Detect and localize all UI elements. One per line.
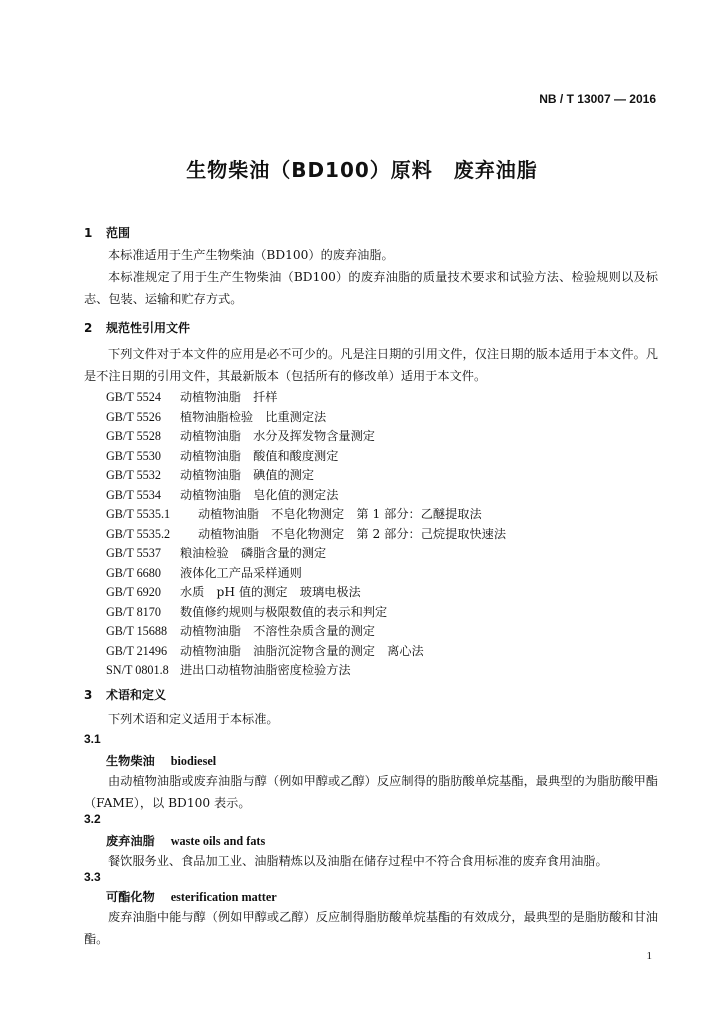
reference-item: [106, 603, 387, 620]
section-1-paragraph-2: 本标准规定了用于生产生物柴油（BD100）的废弃油脂的质量技术要求和试验方法、检验规则以及标志、包装、运输和贮存方式。: [84, 270, 658, 306]
section-title: 术语和定义: [106, 688, 167, 702]
section-3-intro: 下列术语和定义适用于本标准。: [108, 712, 279, 726]
term-zh: 废弃油脂: [106, 834, 155, 848]
reference-title: 水质 pH 值的测定 玻璃电极法: [180, 585, 361, 599]
reference-code: GB/T 5526: [106, 409, 161, 424]
section-3-heading: [84, 686, 166, 703]
section-number: 2: [84, 321, 93, 335]
reference-item: [106, 486, 338, 503]
term-definition: 餐饮服务业、食品加工业、油脂精炼以及油脂在储存过程中不符合食用标准的废弃食用油脂。: [108, 854, 608, 868]
term-number: 3.3: [84, 870, 101, 884]
section-1-paragraph-1: 本标准适用于生产生物柴油（BD100）的废弃油脂。: [108, 248, 394, 262]
reference-item: [106, 622, 375, 639]
reference-title: 动植物油脂 油脂沉淀物含量的测定 离心法: [180, 643, 424, 658]
reference-item: [106, 642, 424, 659]
term-heading: [106, 888, 277, 905]
reference-title: 动植物油脂 碘值的测定: [180, 468, 315, 482]
reference-title: 动植物油脂 不溶性杂质含量的测定: [180, 624, 375, 638]
reference-code: GB/T 5535.1: [106, 507, 171, 521]
reference-item: [106, 408, 326, 425]
term-zh: 生物柴油: [106, 754, 155, 768]
term-en: waste oils and fats: [170, 834, 266, 848]
section-1-heading: [84, 224, 130, 241]
term-en: biodiesel: [170, 754, 217, 768]
reference-item: [106, 447, 338, 464]
reference-title: 植物油脂检验 比重测定法: [180, 409, 327, 424]
reference-title: 进出口动植物油脂密度检验方法: [180, 663, 351, 677]
reference-title: 动植物油脂 不皂化物测定 第 1 部分：乙醚提取法: [198, 507, 482, 521]
reference-item: [106, 564, 302, 581]
reference-title: 粮油检验 磷脂含量的测定: [180, 546, 327, 560]
reference-code: GB/T 5530: [106, 448, 161, 463]
section-number: 3: [84, 688, 93, 702]
reference-item: [106, 583, 361, 600]
term-definition: 由动植物油脂或废弃油脂与醇（例如甲醇或乙醇）反应制得的脂肪酸单烷基酯，最典型的为脂肪酸甲酯（FAME），以 BD100 表示。: [84, 774, 658, 810]
reference-item: [106, 544, 326, 561]
reference-title: 动植物油脂 扦样: [180, 390, 278, 404]
reference-title: 动植物油脂 不皂化物测定 第 2 部分：己烷提取快速法: [198, 526, 507, 541]
reference-code: GB/T 5528: [106, 429, 161, 443]
term-definition: 废弃油脂中能与醇（例如甲醇或乙醇）反应制得脂肪酸单烷基酯的有效成分，最典型的是脂肪酸和甘油酯。: [84, 910, 658, 946]
reference-title: 动植物油脂 皂化值的测定法: [180, 487, 339, 502]
page-number: 1: [646, 950, 652, 962]
section-2-intro: 下列文件对于本文件的应用是必不可少的。凡是注日期的引用文件，仅注日期的版本适用于本文件。凡是不注日期的引用文件，其最新版本（包括所有的修改单）适用于本文件。: [84, 347, 658, 383]
reference-code: GB/T 5532: [106, 468, 161, 482]
term-heading: [106, 832, 265, 849]
reference-item: [106, 525, 506, 542]
document-title: 生物柴油（BD100）原料 废弃油脂: [186, 158, 538, 182]
reference-code: GB/T 5534: [106, 487, 161, 502]
reference-code: GB/T 6680: [106, 565, 161, 580]
reference-code: GB/T 15688: [106, 624, 168, 638]
reference-title: 液体化工产品采样通则: [180, 565, 302, 580]
reference-title: 动植物油脂 酸值和酸度测定: [180, 448, 339, 463]
reference-code: GB/T 5524: [106, 390, 161, 404]
reference-title: 动植物油脂 水分及挥发物含量测定: [180, 429, 375, 443]
reference-code: GB/T 5537: [106, 546, 161, 560]
section-title: 范围: [106, 226, 131, 240]
section-2-heading: [84, 319, 190, 336]
term-zh: 可酯化物: [106, 890, 155, 904]
reference-code: SN/T 0801.8: [106, 663, 169, 677]
reference-title: 数值修约规则与极限数值的表示和判定: [180, 604, 388, 619]
term-heading: [106, 752, 216, 769]
term-number: 3.1: [84, 732, 101, 746]
reference-item: [106, 661, 351, 678]
reference-item: [106, 427, 375, 444]
reference-code: GB/T 5535.2: [106, 526, 171, 541]
reference-code: GB/T 8170: [106, 604, 161, 619]
section-number: 1: [84, 226, 93, 240]
standard-code: NB / T 13007 — 2016: [539, 92, 656, 106]
reference-item: [106, 505, 482, 522]
reference-code: GB/T 21496: [106, 643, 168, 658]
reference-item: [106, 388, 278, 405]
reference-item: [106, 466, 314, 483]
section-title: 规范性引用文件: [106, 321, 191, 335]
term-en: esterification matter: [170, 890, 277, 904]
term-number: 3.2: [84, 812, 101, 826]
reference-code: GB/T 6920: [106, 585, 161, 599]
